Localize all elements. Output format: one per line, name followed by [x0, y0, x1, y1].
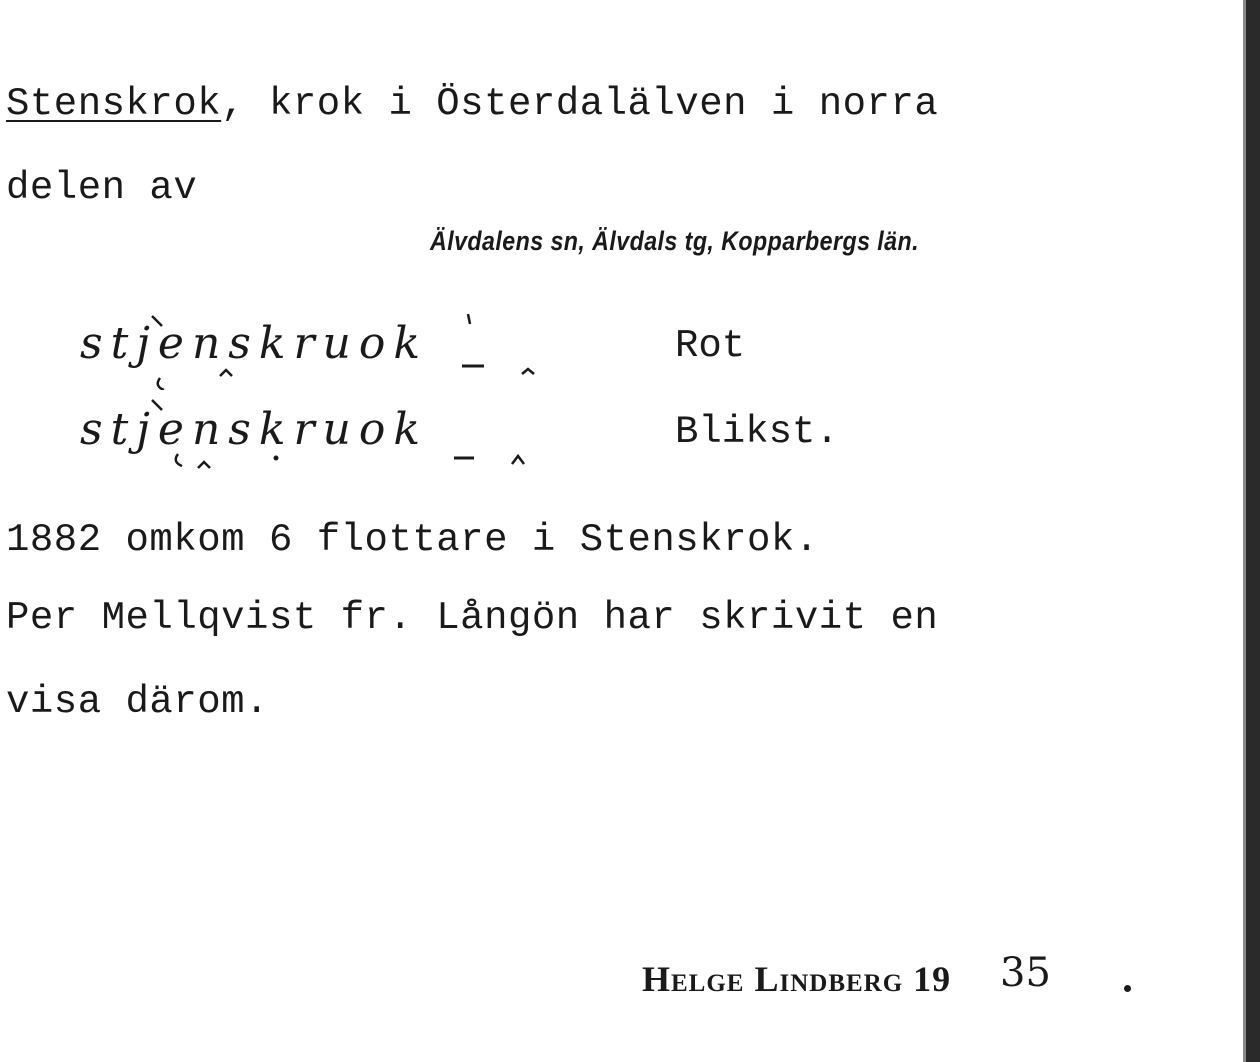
dialect-row-1 — [70, 310, 970, 390]
dialect-row-2 — [70, 396, 970, 476]
signature-year-handwritten: 35 — [1000, 950, 1051, 996]
phonetic-marks-1 — [70, 310, 630, 390]
signature-year-printed: 19 — [913, 959, 952, 999]
entry-line-1-rest: , krok i Österdalälven i norra — [221, 82, 939, 126]
note-line-3: visa därom. — [6, 680, 269, 724]
note-line-1: 1882 omkom 6 flottare i Stenskrok. — [6, 518, 819, 562]
card-edge — [1246, 0, 1260, 1062]
signature-name: Helge Lindberg — [642, 959, 904, 999]
dialect-form-1: stjenskruok — [80, 318, 429, 369]
signature — [642, 958, 951, 1000]
entry-line-1 — [6, 82, 938, 126]
parish-stamp: Älvdalens sn, Älvdals tg, Kopparbergs län. — [430, 226, 920, 256]
headword: Stenskrok — [6, 82, 222, 126]
dialect-form-2: stjenskruok — [80, 404, 429, 455]
entry-line-2: delen av — [6, 166, 198, 210]
dialect-place-2: Blikst. — [675, 410, 839, 454]
note-line-2: Per Mellqvist fr. Långön har skrivit en — [6, 596, 939, 640]
phonetic-marks-2 — [70, 396, 630, 486]
dialect-place-1: Rot — [675, 324, 746, 368]
signature-dot — [1124, 985, 1131, 992]
